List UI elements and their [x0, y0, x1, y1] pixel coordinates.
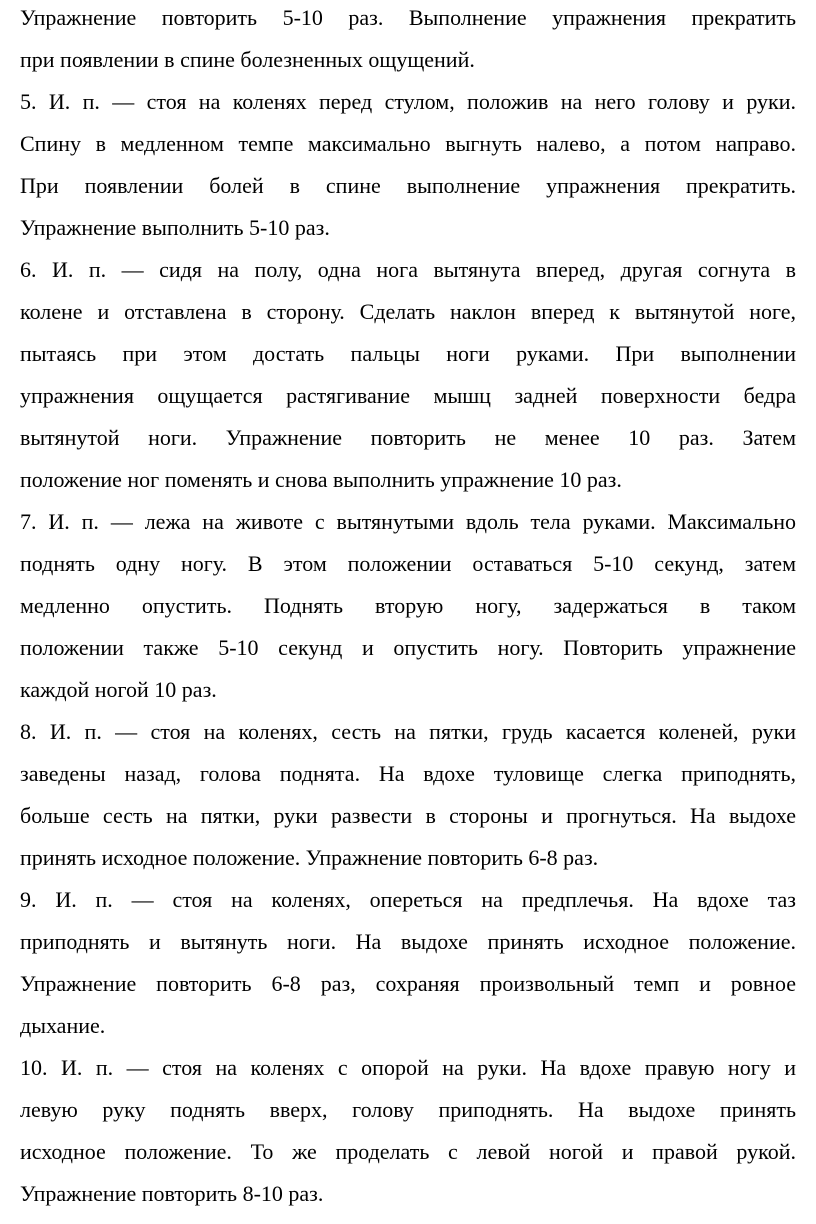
text-line: упражнения ощущается растягивание мышц задней поверхности бедра [20, 383, 796, 408]
text-line: каждой ногой 10 раз. [20, 677, 217, 702]
text-line: 10. И. п. — стоя на коленях с опорой на руки. На вдохе правую ногу и [20, 1055, 796, 1080]
text-line: Упражнение выполнить 5-10 раз. [20, 215, 330, 240]
text-line: поднять одну ногу. В этом положении оставаться 5-10 секунд, затем [20, 551, 796, 576]
text-line: больше сесть на пятки, руки развести в стороны и прогнуться. На выдохе [20, 803, 796, 828]
paragraph [20, 1047, 796, 1215]
text-line: исходное положение. То же проделать с левой ногой и правой рукой. [20, 1139, 796, 1164]
text-line: колене и отставлена в сторону. Сделать наклон вперед к вытянутой ноге, [20, 299, 796, 324]
text-line: заведены назад, голова поднята. На вдохе туловище слегка приподнять, [20, 761, 796, 786]
paragraph [20, 879, 796, 1047]
text-line: вытянутой ноги. Упражнение повторить не менее 10 раз. Затем [20, 425, 796, 450]
text-line: 6. И. п. — сидя на полу, одна нога вытянута вперед, другая согнута в [20, 257, 796, 282]
text-line: Упражнение повторить 6-8 раз, сохраняя произвольный темп и ровное [20, 971, 796, 996]
paragraph [20, 0, 796, 81]
document-page [20, 0, 796, 1215]
text-line: Упражнение повторить 8-10 раз. [20, 1181, 324, 1206]
text-line: Спину в медленном темпе максимально выгнуть налево, а потом направо. [20, 131, 796, 156]
text-line: дыхание. [20, 1013, 106, 1038]
text-line: медленно опустить. Поднять вторую ногу, задержаться в таком [20, 593, 796, 618]
text-line: приподнять и вытянуть ноги. На выдохе принять исходное положение. [20, 929, 796, 954]
text-line: 8. И. п. — стоя на коленях, сесть на пятки, грудь касается коленей, руки [20, 719, 796, 744]
text-line: 7. И. п. — лежа на животе с вытянутыми вдоль тела руками. Максимально [20, 509, 796, 534]
paragraph [20, 81, 796, 249]
text-line: 5. И. п. — стоя на коленях перед стулом, положив на него голову и руки. [20, 89, 796, 114]
paragraph [20, 249, 796, 501]
text-line: Упражнение повторить 5-10 раз. Выполнение упражнения прекратить [20, 5, 796, 30]
text-line: принять исходное положение. Упражнение повторить 6-8 раз. [20, 845, 599, 870]
text-line: левую руку поднять вверх, голову приподнять. На выдохе принять [20, 1097, 796, 1122]
text-line: положении также 5-10 секунд и опустить ногу. Повторить упражнение [20, 635, 796, 660]
text-line: пытаясь при этом достать пальцы ноги руками. При выполнении [20, 341, 796, 366]
text-line: положение ног поменять и снова выполнить упражнение 10 раз. [20, 467, 622, 492]
paragraph [20, 501, 796, 711]
text-line: При появлении болей в спине выполнение упражнения прекратить. [20, 173, 796, 198]
paragraph [20, 711, 796, 879]
text-line: 9. И. п. — стоя на коленях, опереться на предплечья. На вдохе таз [20, 887, 796, 912]
text-line: при появлении в спине болезненных ощущений. [20, 47, 475, 72]
